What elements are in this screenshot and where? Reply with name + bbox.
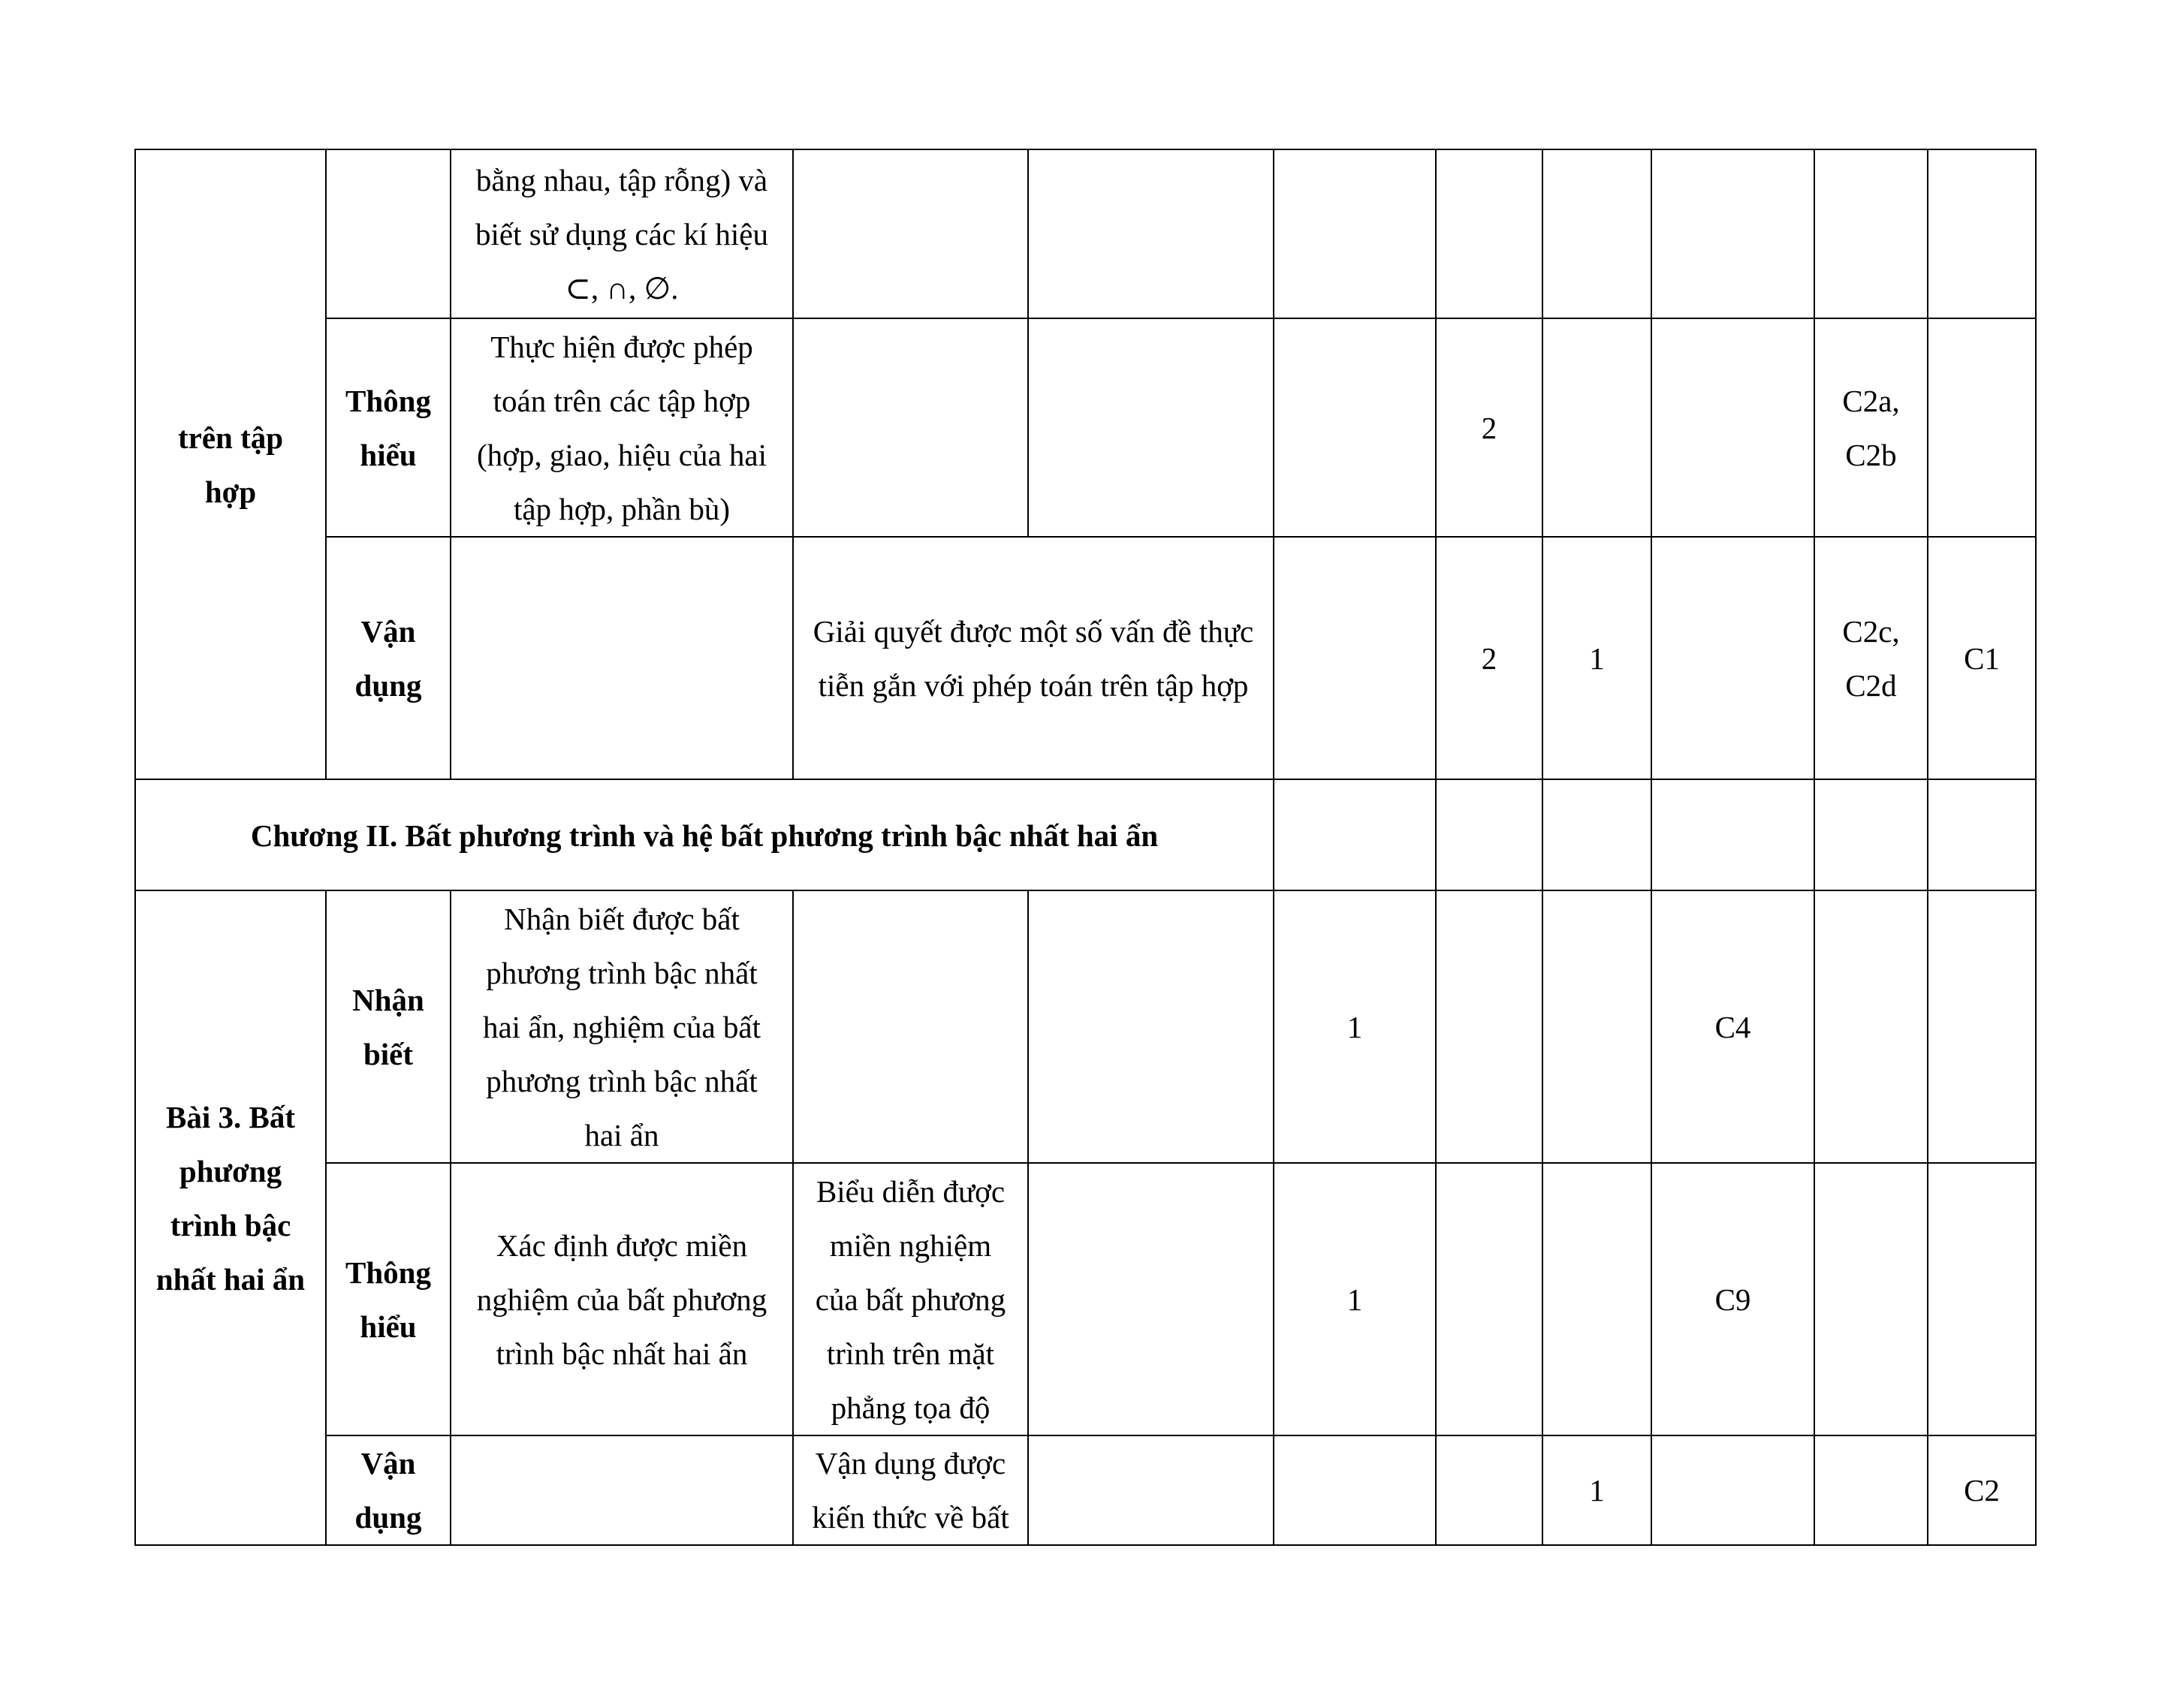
level-cell: Vận dụng [326,537,451,779]
count-nb-cell [1274,149,1436,318]
count-vd-cell: 1 [1542,537,1651,779]
application-cell [1028,1435,1274,1545]
comprehension-cell [793,890,1028,1163]
ids-nb-cell [1651,779,1814,890]
level-cell [326,149,451,318]
table-row [135,1435,2036,1545]
count-vd-cell [1542,779,1651,890]
application-cell [1028,318,1274,537]
count-nb-cell [1274,537,1436,779]
count-nb-cell [1274,1435,1436,1545]
ids-th-cell: C2a, C2b [1814,318,1928,537]
knowledge-cell [451,1435,793,1545]
ids-nb-cell [1651,149,1814,318]
count-vd-cell [1542,890,1651,1163]
ids-vd-cell [1928,149,2036,318]
count-th-cell [1436,1163,1542,1435]
specification-table [134,149,2037,1546]
application-cell [1028,149,1274,318]
level-cell: Thông hiểu [326,318,451,537]
knowledge-cell [451,537,793,779]
ids-vd-cell [1928,1163,2036,1435]
ids-nb-cell [1651,1435,1814,1545]
application-cell [1028,890,1274,1163]
table-row [135,890,2036,1163]
ids-th-cell [1814,149,1928,318]
application-cell: Giải quyết được một số vấn đề thực tiễn gắn với phép toán trên tập hợp [793,537,1274,779]
level-cell: Vận dụng [326,1435,451,1545]
ids-th-cell [1814,1163,1928,1435]
ids-vd-cell [1928,779,2036,890]
application-cell [1028,1163,1274,1435]
knowledge-cell: Thực hiện được phép toán trên các tập hợp (hợp, giao, hiệu của hai tập hợp, phần bù) [451,318,793,537]
ids-th-cell [1814,1435,1928,1545]
comprehension-cell: Vận dụng được kiến thức về bất [793,1435,1028,1545]
count-th-cell: 2 [1436,537,1542,779]
level-cell: Thông hiểu [326,1163,451,1435]
ids-vd-cell [1928,890,2036,1163]
ids-nb-cell [1651,537,1814,779]
table-row [135,318,2036,537]
knowledge-cell: Nhận biết được bất phương trình bậc nhất hai ẩn, nghiệm của bất phương trình bậc nhất hai ẩn [451,890,793,1163]
chapter-heading: Chương II. Bất phương trình và hệ bất phương trình bậc nhất hai ẩn [135,779,1274,890]
ids-th-cell: C2c, C2d [1814,537,1928,779]
table-row [135,149,2036,318]
count-vd-cell [1542,1163,1651,1435]
count-th-cell: 2 [1436,318,1542,537]
ids-vd-cell [1928,318,2036,537]
level-cell: Nhận biết [326,890,451,1163]
comprehension-cell [793,318,1028,537]
count-vd-cell [1542,149,1651,318]
comprehension-cell [793,149,1028,318]
topic-cell: Bài 3. Bất phương trình bậc nhất hai ẩn [135,890,326,1545]
comprehension-cell: Biểu diễn được miền nghiệm của bất phương trình trên mặt phẳng tọa độ [793,1163,1028,1435]
count-nb-cell: 1 [1274,1163,1436,1435]
count-vd-cell [1542,318,1651,537]
knowledge-cell: bằng nhau, tập rỗng) và biết sử dụng các kí hiệu ⊂, ∩, ∅. [451,149,793,318]
count-nb-cell: 1 [1274,890,1436,1163]
topic-cell: trên tập hợp [135,149,326,779]
ids-nb-cell [1651,318,1814,537]
ids-nb-cell: C9 [1651,1163,1814,1435]
ids-nb-cell: C4 [1651,890,1814,1163]
count-vd-cell: 1 [1542,1435,1651,1545]
knowledge-cell: Xác định được miền nghiệm của bất phương trình bậc nhất hai ẩn [451,1163,793,1435]
count-th-cell [1436,149,1542,318]
table-row [135,537,2036,779]
count-nb-cell [1274,318,1436,537]
count-th-cell [1436,779,1542,890]
count-nb-cell [1274,779,1436,890]
table-row [135,779,2036,890]
ids-th-cell [1814,890,1928,1163]
ids-vd-cell: C1 [1928,537,2036,779]
table-row [135,1163,2036,1435]
ids-vd-cell: C2 [1928,1435,2036,1545]
count-th-cell [1436,1435,1542,1545]
count-th-cell [1436,890,1542,1163]
ids-th-cell [1814,779,1928,890]
